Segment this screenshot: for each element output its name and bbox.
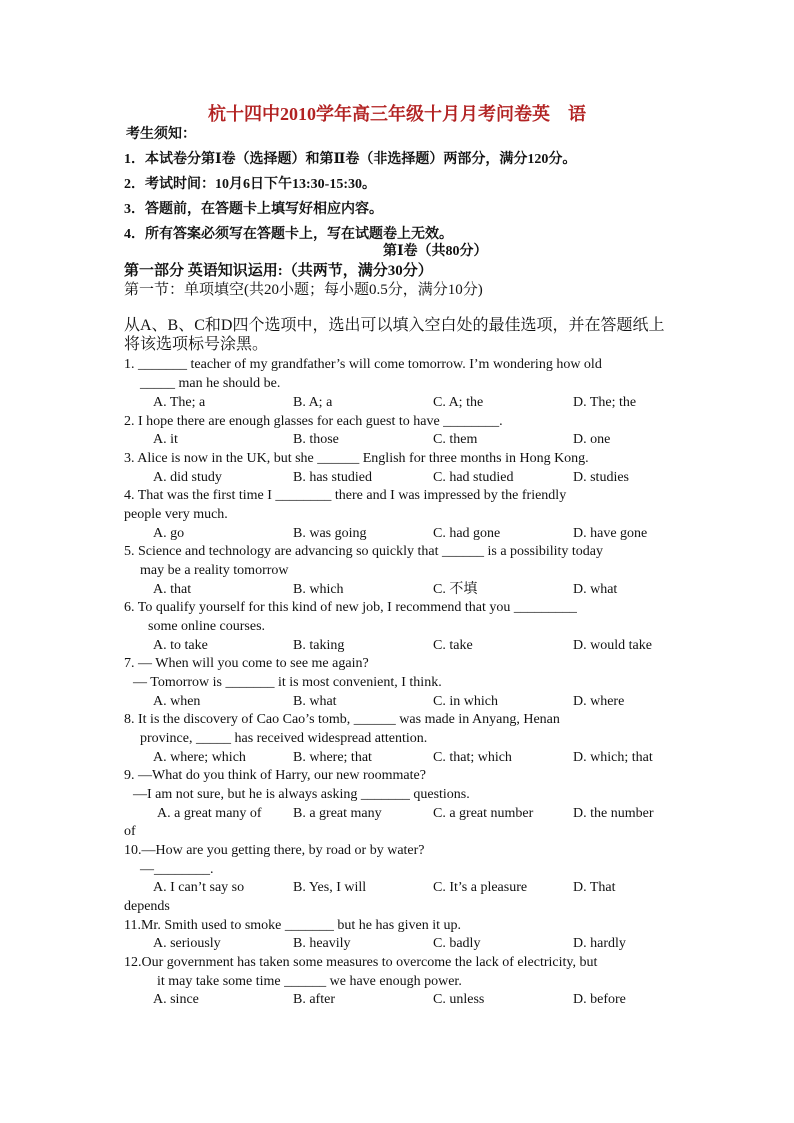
- option-a: A. did study: [153, 470, 222, 485]
- question-10-line: 10.—How are you getting there, by road or by water?: [124, 843, 425, 858]
- option-c: C. a great number: [433, 806, 534, 821]
- question-1-line: 1. _______ teacher of my grandfather’s will come tomorrow. I’m wondering how old: [124, 357, 602, 372]
- question-8-line: 8. It is the discovery of Cao Cao’s tomb, ______ was made in Anyang, Henan: [124, 712, 560, 727]
- option-a: A. that: [153, 582, 192, 597]
- option-a: A. a great many of: [157, 806, 262, 821]
- exam-title: 杭十四中2010学年高三年级十月月考问卷英 语: [208, 104, 586, 124]
- question-9-line: —I am not sure, but he is always asking _______ questions.: [133, 787, 470, 802]
- option-a: A. The; a: [153, 395, 206, 410]
- option-a: A. go: [153, 526, 185, 541]
- option-d: D. the number: [573, 806, 654, 821]
- option-b: B. has studied: [293, 470, 372, 485]
- option-d: D. hardly: [573, 936, 626, 951]
- option-c: C. had gone: [433, 526, 501, 541]
- option-a: A. since: [153, 992, 199, 1007]
- question-1-line: _____ man he should be.: [140, 376, 281, 391]
- question-10-line: —________.: [140, 862, 214, 877]
- option-a: A. when: [153, 694, 201, 709]
- option-c: C. had studied: [433, 470, 514, 485]
- notice-item: 1．本试卷分第Ⅰ卷（选择题）和第Ⅱ卷（非选择题）两部分，满分120分。: [124, 152, 577, 167]
- option-a: A. I can’t say so: [153, 880, 245, 895]
- option-b: B. what: [293, 694, 337, 709]
- option-d: D. The; the: [573, 395, 637, 410]
- option-d: D. what: [573, 582, 618, 597]
- question-4-line: 4. That was the first time I ________ there and I was impressed by the friendly: [124, 488, 567, 503]
- option-b: B. a great many: [293, 806, 382, 821]
- instruction-line: 将该选项标号涂黑。: [124, 336, 269, 353]
- option-b: B. where; that: [293, 750, 372, 765]
- option-d: D. would take: [573, 638, 652, 653]
- section-title: 第一节：单项填空(共20小题；每小题0.5分，满分10分): [124, 282, 483, 298]
- question-6-line: some online courses.: [148, 619, 266, 634]
- notice-heading: 考生须知：: [126, 127, 196, 142]
- question-9-line: 9. —What do you think of Harry, our new roommate?: [124, 768, 426, 783]
- option-wrap: depends: [124, 899, 170, 914]
- option-d: D. where: [573, 694, 625, 709]
- option-d: D. one: [573, 432, 611, 447]
- option-b: B. was going: [293, 526, 367, 541]
- question-12-line: 12.Our government has taken some measures to overcome the lack of electricity, but: [124, 955, 598, 970]
- notice-item: 4．所有答案必须写在答题卡上，写在试题卷上无效。: [124, 227, 453, 242]
- option-wrap: of: [124, 824, 136, 839]
- option-c: C. 不填: [433, 582, 478, 597]
- option-a: A. seriously: [153, 936, 221, 951]
- option-a: A. where; which: [153, 750, 246, 765]
- option-c: C. in which: [433, 694, 498, 709]
- question-12-line: it may take some time ______ we have enough power.: [157, 974, 462, 989]
- option-c: C. that; which: [433, 750, 512, 765]
- question-3-line: 3. Alice is now in the UK, but she ______ English for three months in Hong Kong.: [124, 451, 589, 466]
- option-d: D. before: [573, 992, 626, 1007]
- option-b: B. which: [293, 582, 344, 597]
- option-b: B. A; a: [293, 395, 333, 410]
- option-b: B. Yes, I will: [293, 880, 367, 895]
- option-b: B. after: [293, 992, 335, 1007]
- question-7-line: 7. — When will you come to see me again?: [124, 656, 369, 671]
- question-5-line: 5. Science and technology are advancing so quickly that ______ is a possibility today: [124, 544, 604, 559]
- option-c: C. A; the: [433, 395, 484, 410]
- question-2-line: 2. I hope there are enough glasses for each guest to have ________.: [124, 414, 503, 429]
- option-c: C. them: [433, 432, 478, 447]
- question-11-line: 11.Mr. Smith used to smoke _______ but he has given it up.: [124, 918, 462, 933]
- notice-item: 3．答题前，在答题卡上填写好相应内容。: [124, 202, 383, 217]
- instruction-line: 从A、B、C和D四个选项中，选出可以填入空白处的最佳选项，并在答题纸上: [124, 317, 665, 334]
- option-a: A. to take: [153, 638, 208, 653]
- question-8-line: province, _____ has received widespread attention.: [140, 731, 428, 746]
- option-a: A. it: [153, 432, 178, 447]
- question-5-line: may be a reality tomorrow: [140, 563, 289, 578]
- question-7-line: — Tomorrow is _______ it is most convenient, I think.: [133, 675, 442, 690]
- option-d: D. have gone: [573, 526, 648, 541]
- notice-item: 2．考试时间：10月6日下午13:30-15:30。: [124, 177, 376, 192]
- option-b: B. those: [293, 432, 339, 447]
- option-c: C. take: [433, 638, 473, 653]
- option-c: C. unless: [433, 992, 485, 1007]
- part-title: 第一部分 英语知识运用:（共两节，满分30分）: [124, 263, 433, 279]
- question-4-line: people very much.: [124, 507, 228, 522]
- option-d: D. That: [573, 880, 616, 895]
- option-b: B. taking: [293, 638, 345, 653]
- option-b: B. heavily: [293, 936, 351, 951]
- volume-title: 第Ⅰ卷（共80分）: [383, 244, 488, 259]
- question-6-line: 6. To qualify yourself for this kind of new job, I recommend that you _________: [124, 600, 577, 615]
- option-c: C. badly: [433, 936, 481, 951]
- option-d: D. which; that: [573, 750, 653, 765]
- option-d: D. studies: [573, 470, 629, 485]
- option-c: C. It’s a pleasure: [433, 880, 528, 895]
